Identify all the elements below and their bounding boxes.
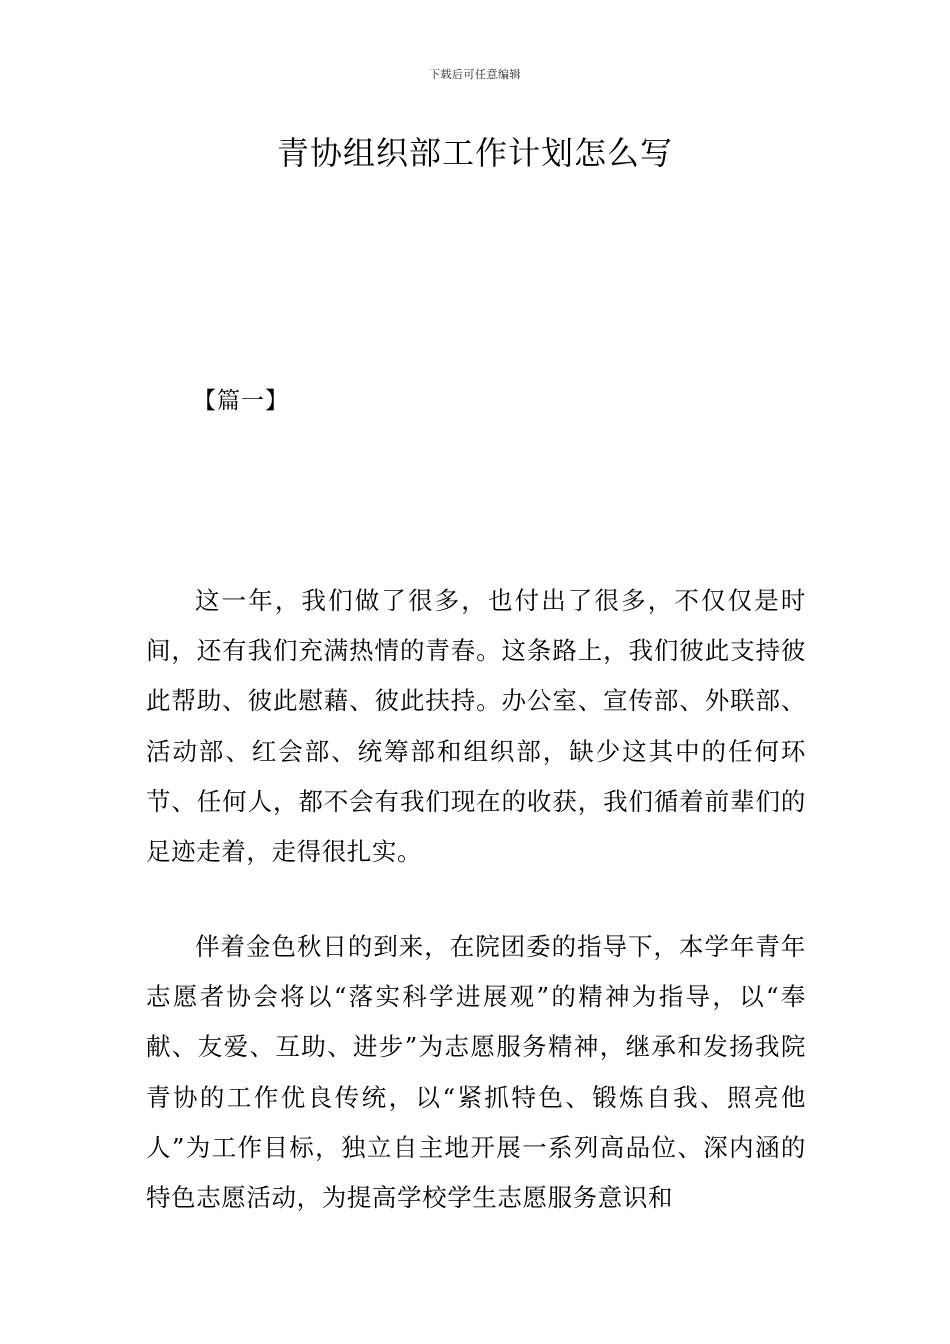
header-note: 下载后可任意编辑 (429, 68, 521, 81)
body-paragraph-2: 伴着金色秋日的到来，在院团委的指导下，本学年青年志愿者协会将以“落实科学进展观”的精神为指导，以“奉献、友爱、互助、进步”为志愿服务精神，继承和发扬我院青协的工作优良传统，以“紧抓特色、锻炼自我、照亮他人”为工作目标，独立自主地开展一系列高品位、深内涵的特色志愿活动，为提高学校学生志愿服务意识和 (146, 932, 806, 1213)
page-title: 青协组织部工作计划怎么写 (276, 134, 673, 172)
section-label: 【篇一】 (193, 388, 289, 414)
body-paragraph-1: 这一年，我们做了很多，也付出了很多，不仅仅是时间，还有我们充满热情的青春。这条路上，我们彼此支持彼此帮助、彼此慰藉、彼此扶持。办公室、宣传部、外联部、活动部、红会部、统筹部和组织部，缺少这其中的任何环节、任何人，都不会有我们现在的收获，我们循着前辈们的足迹走着，走得很扎实。 (146, 586, 806, 867)
